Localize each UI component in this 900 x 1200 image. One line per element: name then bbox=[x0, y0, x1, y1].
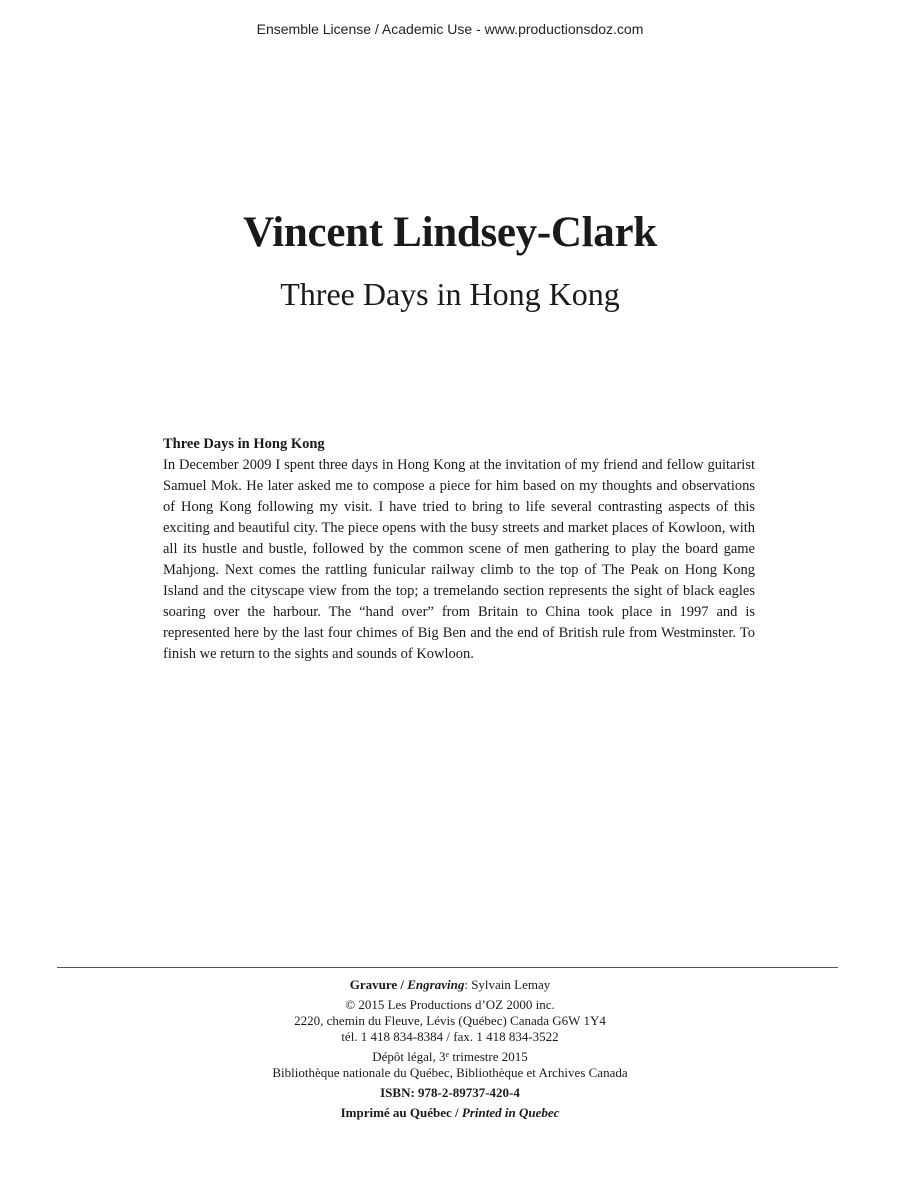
notes-heading: Three Days in Hong Kong bbox=[163, 436, 325, 452]
libraries-line: Bibliothèque nationale du Québec, Bibliothèque et Archives Canada bbox=[272, 1065, 628, 1080]
engraving-credit bbox=[0, 977, 900, 993]
address-line: 2220, chemin du Fleuve, Lévis (Québec) Canada G6W 1Y4 bbox=[294, 1013, 606, 1028]
publisher-credits bbox=[0, 977, 900, 1121]
printed-label-en: Printed in Quebec bbox=[461, 1105, 560, 1120]
footer-divider bbox=[57, 967, 838, 968]
legal-deposit-suffix: trimestre 2015 bbox=[449, 1049, 528, 1064]
legal-deposit-prefix: Dépôt légal, 3 bbox=[372, 1049, 446, 1064]
legal-deposit-sup: e bbox=[445, 1050, 450, 1059]
phone-line: tél. 1 418 834-8384 / fax. 1 418 834-3522 bbox=[341, 1029, 559, 1044]
composer-name: Vincent Lindsey-Clark bbox=[243, 209, 657, 256]
legal-deposit-line bbox=[0, 1049, 900, 1065]
engraving-name: : Sylvain Lemay bbox=[464, 977, 551, 992]
printed-line bbox=[0, 1105, 900, 1121]
notes-body: In December 2009 I spent three days in Hong Kong at the invitation of my friend and fellow guitarist Samuel Mok. He later asked me to compose a piece for him based on my thoughts and observations of Hong Kong following my visit. I have tried to bring to life several contrasting aspects of this exciting and beautiful city. The piece opens with the busy streets and market places of Kowloon, with all its hustle and bustle, followed by the common scene of men gathering to play the board game Mahjong. Next comes the rattling funicular railway climb to the top of The Peak on Hong Kong Island and the cityscape view from the top; a tremelando section represents the sight of black eagles soaring over the harbour. The “hand over” from Britain to China took place in 1997 and is represented here by the last four chimes of Big Ben and the end of British rule from Westminster. To finish we return to the sights and sounds of Kowloon. bbox=[163, 457, 755, 662]
printed-label-fr: Imprimé au Québec / bbox=[340, 1105, 459, 1120]
engraving-label-en: Engraving bbox=[407, 977, 465, 992]
license-header: Ensemble License / Academic Use - www.productionsdoz.com bbox=[256, 21, 644, 37]
engraving-label-fr: Gravure / bbox=[349, 977, 404, 992]
work-title: Three Days in Hong Kong bbox=[280, 276, 620, 312]
copyright-line: © 2015 Les Productions d’OZ 2000 inc. bbox=[345, 997, 555, 1012]
isbn-line: ISBN: 978-2-89737-420-4 bbox=[380, 1085, 520, 1100]
program-notes bbox=[163, 434, 755, 665]
